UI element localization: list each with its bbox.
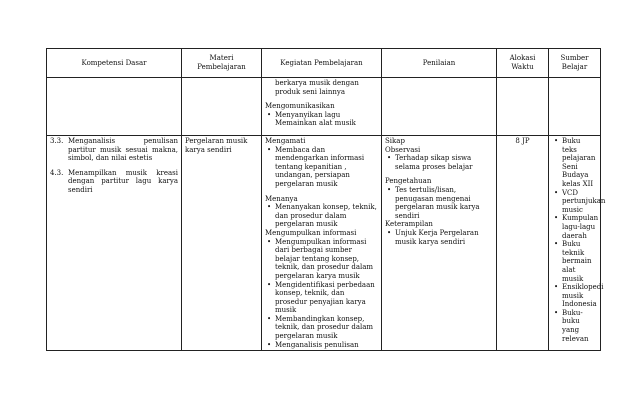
sumber-list (552, 137, 606, 343)
cell-penilaian-empty (382, 78, 497, 136)
sikap-list (385, 154, 493, 171)
header-penilaian: Penilaian (382, 49, 497, 78)
header-row (47, 49, 601, 78)
alokasi-value: 8 JP (515, 137, 530, 145)
list-item: • Mengumpulkan informasi dari berbagai sumber belajar tentang konsep, teknik, dan prosedur dalam pergelaran karya musik (275, 238, 378, 281)
cell-kegiatan (262, 136, 382, 351)
list-item: • Unjuk Kerja Pergelaran musik karya sendiri (395, 229, 493, 246)
keterampilan-heading: Keterampilan (385, 220, 433, 229)
list-item: • Mengidentifikasi perbedaan konsep, teknik, dan prosedur penyajian karya musik (275, 281, 378, 315)
mengumpulkan-heading: Mengumpulkan informasi (265, 228, 357, 237)
header-alokasi: Alokasi Waktu (497, 49, 549, 78)
list-item: • Buku teknik bermain alat musik (562, 240, 597, 283)
keterampilan-list (385, 229, 493, 246)
cell-kd-empty (47, 78, 182, 136)
table-row-continuation (47, 78, 601, 136)
table-row-main (47, 136, 601, 351)
kd-item-3-3 (50, 137, 178, 163)
cell-materi (182, 136, 262, 351)
header-materi: Materi Pembelajaran (182, 49, 262, 78)
mengkomunikasikan-list (265, 111, 378, 120)
materi-text: Pergelaran musik karya sendiri (185, 137, 248, 154)
list-item: • Buku teks pelajaran Seni Budaya kelas XII (562, 137, 597, 189)
syllabus-table (46, 48, 606, 351)
cell-penilaian (382, 136, 497, 351)
kd-number: 4.3. (50, 168, 64, 177)
header-sumber: Sumber Belajar (549, 49, 601, 78)
mengumpulkan-list (265, 238, 378, 350)
list-item: • Tes tertulis/lisan, penugasan mengenai pergelaran musik karya sendiri (395, 186, 493, 220)
kd-text: Menampilkan musik kreasi dengan partitur lagu karya sendiri (68, 168, 178, 194)
cell-materi-empty (182, 78, 262, 136)
list-item: • Membandingkan konsep, teknik, dan prosedur dalam pergelaran musik (275, 315, 378, 341)
menanya-heading: Menanya (265, 194, 298, 203)
cell-kompetensi-dasar (47, 136, 182, 351)
pengetahuan-heading: Pengetahuan (385, 177, 432, 186)
list-item: • Kumpulan lagu-lagu daerah (562, 214, 597, 240)
mengkomunikasikan-continued: Memainkan alat musik (275, 119, 356, 128)
list-item: • Menanyakan konsep, teknik, dan prosedur dalam pergelaran musik (275, 203, 378, 229)
mengkomunikasikan-heading: Mengomunikasikan (265, 102, 335, 111)
list-item: • Menganalisis penulisan (275, 341, 378, 350)
kegiatan-continued-text: berkarya musik dengan produk seni lainnya (275, 79, 359, 96)
pengetahuan-list (385, 186, 493, 220)
header-kegiatan: Kegiatan Pembelajaran (262, 49, 382, 78)
kd-text: Menganalisis penulisan partitur musik sesuai makna, simbol, dan nilai estetis (68, 137, 178, 163)
cell-sumber (549, 136, 606, 351)
list-item: • Menyanyikan lagu (275, 111, 378, 120)
cell-kegiatan-continuation (262, 78, 382, 136)
list-item: • Buku-buku yang relevan (562, 309, 597, 343)
kd-item-4-3 (50, 169, 178, 195)
cell-sumber-empty (549, 78, 601, 136)
header-kompetensi-dasar: Kompetensi Dasar (47, 49, 182, 78)
kd-number: 3.3. (50, 137, 64, 145)
cell-alokasi-empty (497, 78, 549, 136)
list-item: • VCD pertunjukan music (562, 189, 597, 215)
cell-alokasi (497, 136, 549, 351)
sikap-heading: Sikap (385, 137, 405, 145)
menanya-list (265, 203, 378, 229)
list-item: • Terhadap sikap siswa selama proses belajar (395, 154, 493, 171)
mengamati-list (265, 146, 378, 189)
list-item: • Ensiklopedi musik Indonesia (562, 283, 597, 309)
list-item: • Membaca dan mendengarkan informasi tentang kepanitian , undangan, persiapan pergelaran musik (275, 146, 378, 189)
mengamati-heading: Mengamati (265, 137, 306, 145)
observasi-label: Observasi (385, 145, 421, 154)
